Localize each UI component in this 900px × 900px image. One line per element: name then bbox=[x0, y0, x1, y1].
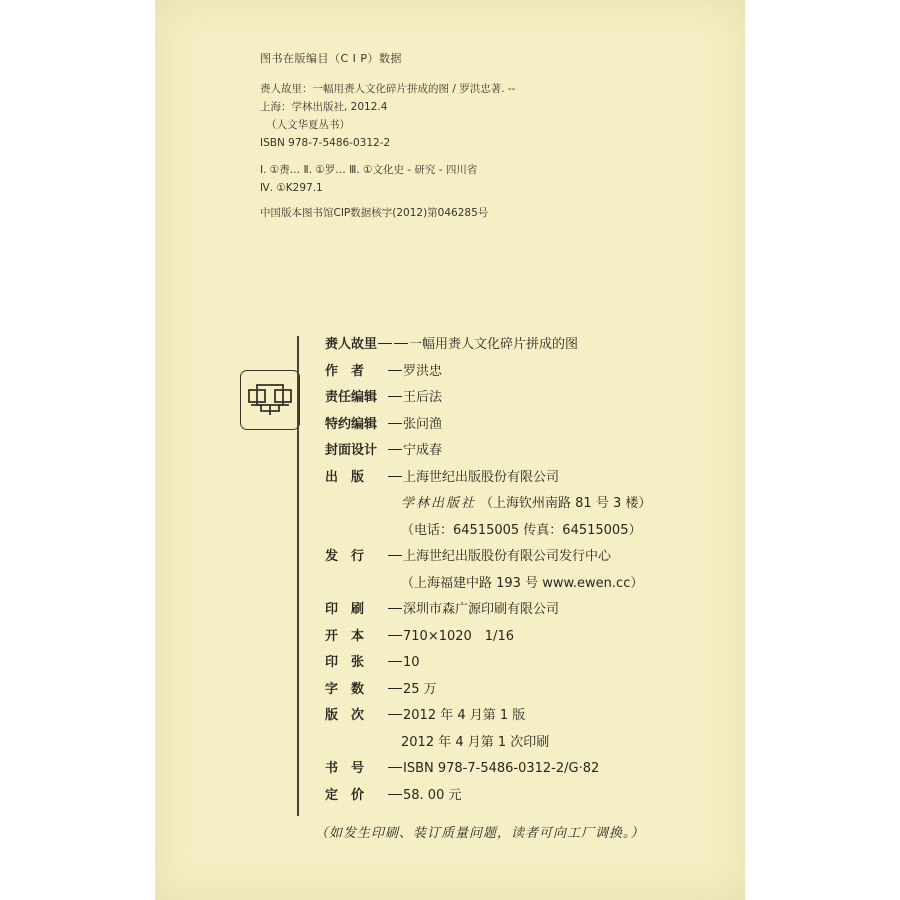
row-label: 印 刷 bbox=[325, 602, 365, 617]
book-title-label: 赉人故里 bbox=[325, 337, 378, 352]
cip-line: 上海：学林出版社, 2012.4 bbox=[260, 101, 388, 113]
colophon-row-continued bbox=[325, 731, 725, 758]
row-value: 王后法 bbox=[403, 390, 443, 405]
row-label: 书 号 bbox=[325, 761, 365, 776]
row-value: 上海世纪出版股份有限公司 bbox=[403, 469, 560, 485]
colophon-row bbox=[325, 651, 725, 678]
row-value: 罗洪忠 bbox=[403, 363, 443, 379]
row-label: 字 数 bbox=[325, 681, 365, 697]
colophon-row bbox=[325, 545, 725, 572]
row-label: 开 本 bbox=[325, 628, 365, 644]
colophon-row bbox=[325, 757, 725, 784]
publisher-script-name: 学林出版社 bbox=[401, 496, 477, 511]
colophon-row bbox=[325, 784, 725, 811]
row-label: 作 者 bbox=[325, 363, 365, 379]
row-label: 出 版 bbox=[325, 469, 365, 485]
cip-class-line: Ⅳ. ①K297.1 bbox=[260, 182, 323, 194]
row-label: 定 价 bbox=[325, 787, 365, 803]
row-value: 2012 年 4 月第 1 版 bbox=[403, 708, 526, 723]
distribution-address: （上海福建中路 193 号 www.ewen.cc） bbox=[401, 575, 644, 591]
quality-notice: （如发生印刷、装订质量问题，读者可向工厂调换。） bbox=[315, 826, 645, 841]
colophon-row bbox=[325, 413, 725, 440]
colophon-row bbox=[325, 360, 725, 387]
row-label: 特约编辑 bbox=[325, 416, 378, 432]
colophon-row-title bbox=[325, 333, 725, 360]
publisher-contact: （电话：64515005 传真：64515005） bbox=[401, 522, 642, 538]
colophon-row bbox=[325, 439, 725, 466]
publisher-address: （上海钦州南路 81 号 3 楼） bbox=[480, 496, 652, 511]
cip-class-line: Ⅰ. ①赉… Ⅱ. ①罗… Ⅲ. ①文化史 - 研究 - 四川省 bbox=[260, 164, 478, 176]
row-value: 宁成春 bbox=[403, 443, 443, 458]
row-label: 责任编辑 bbox=[325, 390, 378, 405]
row-value: 710×1020 1/16 bbox=[403, 628, 514, 644]
colophon-row bbox=[325, 678, 725, 705]
colophon-row bbox=[325, 466, 725, 493]
colophon-row bbox=[325, 598, 725, 625]
colophon-row-continued bbox=[325, 492, 725, 519]
row-label: 印 张 bbox=[325, 655, 365, 670]
copyright-page bbox=[155, 0, 745, 900]
cip-line: （人文华夏丛书） bbox=[266, 119, 350, 131]
row-label: 发 行 bbox=[325, 549, 365, 564]
row-value: 10 bbox=[403, 655, 420, 670]
row-value: 25 万 bbox=[403, 681, 437, 697]
cip-title: 图书在版编目（C I P）数据 bbox=[260, 52, 403, 65]
colophon bbox=[325, 333, 725, 810]
colophon-row-continued bbox=[325, 572, 725, 599]
row-value: 张问渔 bbox=[403, 416, 443, 432]
divider-line bbox=[297, 336, 299, 816]
row-label: 封面设计 bbox=[325, 443, 378, 458]
print-edition: 2012 年 4 月第 1 次印刷 bbox=[401, 734, 550, 750]
row-value: 上海世纪出版股份有限公司发行中心 bbox=[403, 549, 612, 564]
row-value: ISBN 978-7-5486-0312-2/G·82 bbox=[403, 761, 600, 776]
book-title-value: 一幅用赉人文化碎片拼成的图 bbox=[409, 337, 579, 352]
colophon-row-continued bbox=[325, 519, 725, 546]
row-value: 58. 00 元 bbox=[403, 787, 462, 803]
cip-record-line: 中国版本图书馆CIP数据核字(2012)第046285号 bbox=[260, 207, 489, 219]
colophon-row bbox=[325, 386, 725, 413]
colophon-row bbox=[325, 625, 725, 652]
cip-block bbox=[260, 50, 700, 222]
colophon-row bbox=[325, 704, 725, 731]
row-label: 版 次 bbox=[325, 708, 365, 723]
cip-line: 赉人故里：一幅用赉人文化碎片拼成的图 / 罗洪忠著. -- bbox=[260, 83, 516, 95]
cip-line: ISBN 978-7-5486-0312-2 bbox=[260, 137, 391, 149]
publisher-logo-icon bbox=[240, 370, 300, 430]
row-value: 深圳市森广源印刷有限公司 bbox=[403, 602, 560, 617]
